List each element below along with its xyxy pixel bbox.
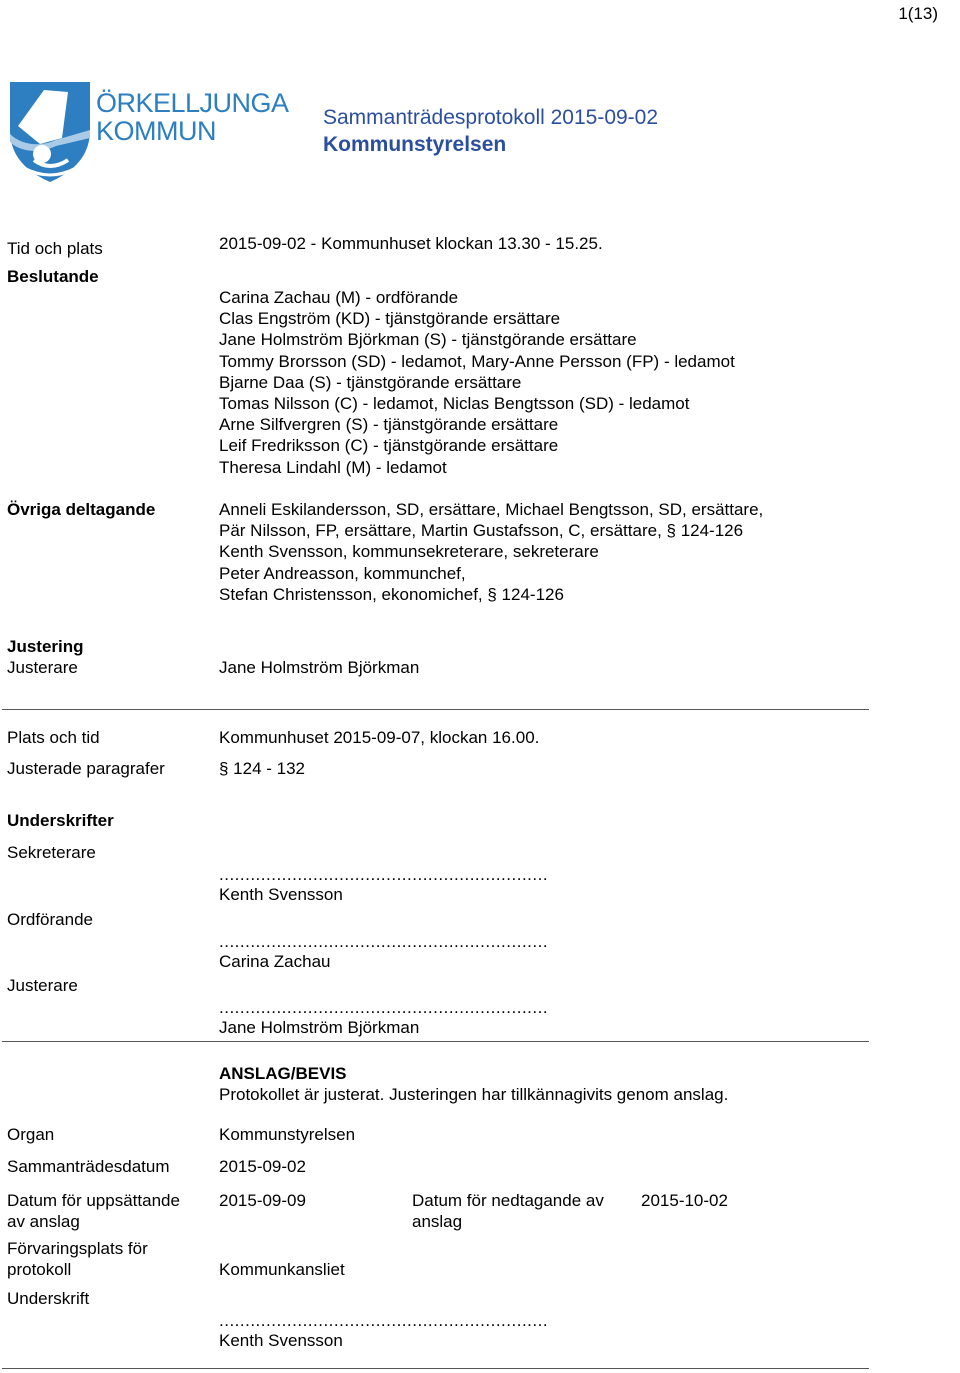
list-item: Tomas Nilsson (C) - ledamot, Niclas Bengtsson (SD) - ledamot [219,394,690,414]
place-time-label: Plats och tid [7,728,100,747]
posting-date-label: Datum för uppsättande av anslag [7,1191,180,1231]
signature-role: Ordförande [7,910,93,929]
adjuster-value: Jane Holmström Björkman [219,658,420,677]
meeting-date-value: 2015-09-02 [219,1157,306,1176]
list-item: Pär Nilsson, FP, ersättare, Martin Gustafsson, C, ersättare, § 124-126 [219,521,744,541]
others-label: Övriga deltagande [7,500,156,519]
time-place-value: 2015-09-02 - Kommunhuset klockan 13.30 - 15.25. [219,234,603,253]
list-item: Theresa Lindahl (M) - ledamot [219,457,447,477]
storage-label: Förvaringsplats för protokoll [7,1239,148,1279]
deciding-label: Beslutande [7,267,99,286]
list-item: Tommy Brorsson (SD) - ledamot, Mary-Anne Persson (FP) - ledamot [219,351,735,371]
list-item: Clas Engström (KD) - tjänstgörande ersättare [219,309,561,329]
meeting-date-label: Sammanträdesdatum [7,1157,170,1176]
time-place-label: Tid och plats [7,239,103,258]
place-time-value: Kommunhuset 2015-09-07, klockan 16.00. [219,728,540,747]
signature-role: Sekreterare [7,843,96,862]
signature-name: Kenth Svensson [219,1331,343,1350]
signature-name: Kenth Svensson [219,885,343,904]
notice-text: Protokollet är justerat. Justeringen har tillkännagivits genom anslag. [219,1085,729,1104]
paragraphs-label: Justerade paragrafer [7,759,165,778]
logo-emblem-icon [10,82,90,182]
list-item: Carina Zachau (M) - ordförande [219,288,459,307]
list-item: Stefan Christensson, ekonomichef, § 124-126 [219,584,564,604]
deciding-members-list [219,287,735,478]
organ-label: Organ [7,1125,55,1144]
signature-line: ............................................................... [219,865,549,884]
signature-line: ............................................................... [219,998,549,1017]
notice-heading: ANSLAG/BEVIS [219,1064,347,1083]
others-list [219,499,763,605]
signatures-heading: Underskrifter [7,811,114,830]
municipality-logo [10,82,90,182]
section-divider [2,1368,869,1369]
list-item: Jane Holmström Björkman (S) - tjänstgörande ersättare [219,330,637,350]
storage-value: Kommunkansliet [219,1260,345,1279]
document-title: Sammanträdesprotokoll 2015-09-02 [323,106,659,129]
list-item: Arne Silfvergren (S) - tjänstgörande ersättare [219,415,559,435]
signature-line: ............................................................... [219,1311,549,1330]
list-item: Kenth Svensson, kommunsekreterare, sekreterare [219,542,599,562]
signature-label: Underskrift [7,1289,90,1308]
logo-text-line2: KOMMUN [96,116,216,146]
adjustment-heading: Justering [7,637,84,656]
adjuster-label: Justerare [7,658,78,677]
posting-date-value: 2015-09-09 [219,1191,306,1210]
paragraphs-value: § 124 - 132 [219,759,306,778]
list-item: Bjarne Daa (S) - tjänstgörande ersättare [219,372,522,392]
organ-value: Kommunstyrelsen [219,1125,356,1144]
page-number: 1(13) [898,4,938,23]
section-divider [2,709,869,710]
list-item: Leif Fredriksson (C) - tjänstgörande ersättare [219,436,559,456]
logo-text-line1: ÖRKELLJUNGA [96,88,289,118]
signature-line: ............................................................... [219,932,549,951]
signature-name: Jane Holmström Björkman [219,1018,420,1037]
section-divider [2,1041,869,1042]
signature-name: Carina Zachau [219,952,331,971]
document-subtitle: Kommunstyrelsen [323,133,507,156]
removal-date-value: 2015-10-02 [641,1191,728,1210]
removal-date-label: Datum för nedtagande av anslag [412,1191,604,1231]
signature-role: Justerare [7,976,78,995]
list-item: Peter Andreasson, kommunchef, [219,563,466,583]
list-item: Anneli Eskilandersson, SD, ersättare, Michael Bengtsson, SD, ersättare, [219,500,764,519]
